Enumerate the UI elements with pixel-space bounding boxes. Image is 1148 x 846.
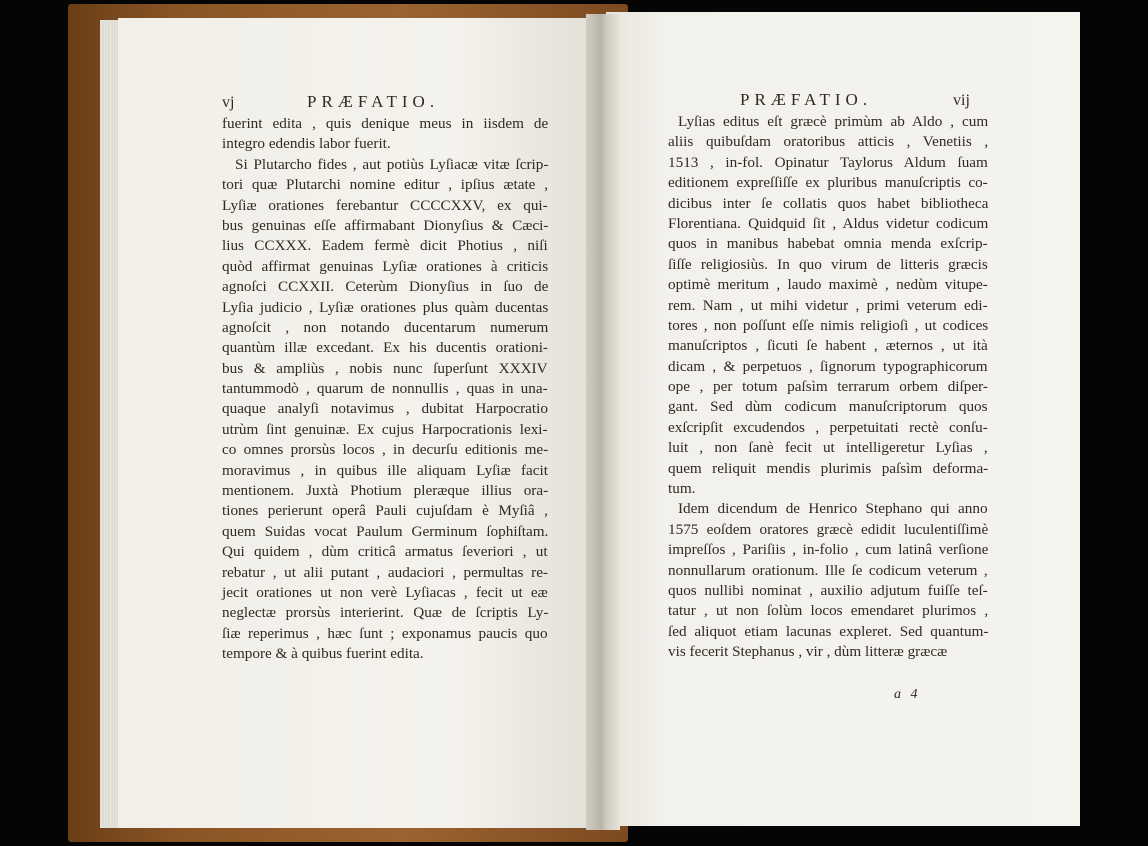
- text-line: rem. Nam , ut mihi videtur , primi veterum edi-: [668, 296, 988, 314]
- text-line: mentionem. Juxtà Photium pleræque illius ora-: [222, 482, 549, 500]
- text-line: tori quæ Plutarchi nomine editur , ipſius ætate ,: [222, 176, 548, 194]
- left-page-header: PRÆFATIO.: [307, 92, 440, 111]
- book-gutter: [586, 14, 620, 830]
- text-line: lius CCXXX. Eadem fermè dicit Photius , niſi: [222, 237, 548, 255]
- text-line: Si Plutarcho fides , aut potiùs Lyſiacæ vitæ ſcrip-: [235, 155, 549, 173]
- text-line: ſiſſe religiosiùs. In quo virum de litteris græcis: [668, 255, 988, 273]
- left-page-number: vj: [222, 94, 235, 111]
- text-line: manuſcriptos , ſicuti ſe habent , æternos , ut ità: [668, 337, 988, 355]
- text-line: quem Suidas vocat Paulum Germinum ſophiſtam.: [222, 522, 549, 540]
- text-line: Florentiana. Quidquid ſit , Aldus videtur codicum: [668, 214, 989, 232]
- text-line: ſiæ reperimus , hæc ſunt ; exponamus paucis quo: [222, 624, 548, 642]
- text-line: optimè meritum , laudo maximè , nedùm vitupe-: [668, 276, 988, 294]
- text-line: editionem expreſſiſſe ex pluribus manuſcriptis co-: [668, 174, 988, 192]
- text-line: tempore & à quibus fuerint edita.: [222, 645, 424, 663]
- text-line: dicam , & perpetuos , ſignorum typographicorum: [668, 357, 988, 375]
- text-line: rebatur , ut alii putant , audaciori , permultas re-: [222, 563, 548, 581]
- text-line: quos nullibi nominat , auxilio adjutum fuiſſe teſ-: [668, 581, 988, 599]
- text-line: tatur , ut non ſolùm locos emendaret plurimos ,: [668, 602, 989, 620]
- text-line: nonnullarum orationum. Ille ſe codicum veterum ,: [668, 561, 988, 579]
- text-line: moravimus , in quibus ille aliquam Lyſiæ facit: [222, 461, 548, 479]
- text-line: bus & ampliùs , nobis nunc ſuperſunt XXXIV: [222, 359, 548, 377]
- page-edges: [100, 20, 120, 828]
- text-line: jecit orationes ut non verè Lyſiacas , fecit ut eæ: [222, 583, 548, 601]
- text-line: integro edendis labor fuerit.: [222, 135, 391, 153]
- text-line: quantùm illæ excedant. Ex his ducentis orationi-: [222, 339, 548, 357]
- text-line: quòd affirmat genuinas Lyſiæ orationes à criticis: [222, 257, 549, 275]
- text-line: neglectæ prorsùs interierint. Quæ de ſcriptis Ly-: [222, 604, 549, 622]
- text-line: aliis quibuſdam oratoribus atticis , Venetiis ,: [668, 133, 989, 151]
- right-page-body: [668, 112, 988, 663]
- text-line: Lyſias editus eſt græcè primùm ab Aldo , cum: [678, 113, 989, 130]
- text-line: tum.: [668, 480, 696, 498]
- text-line: agnoſci CCXXII. Ceterùm Dionyſius in ſuo de: [222, 278, 549, 296]
- text-line: ſed aliquot etiam lacunas expleret. Sed quantum-: [668, 622, 989, 640]
- text-line: fuerint edita , quis denique meus in iisdem de: [222, 115, 549, 132]
- text-line: ope , per totum paſsìm terrarum orbem diſper-: [668, 378, 988, 396]
- right-page-header: PRÆFATIO.: [740, 90, 873, 109]
- text-line: luit , non ſanè fecit ut intelligeretur Lyſias ,: [668, 439, 988, 457]
- text-line: Lyſiæ orationes ferebantur CCCCXXV, ex qui-: [222, 196, 548, 214]
- text-line: vis fecerit Stephanus , vir , dùm litteræ græcæ: [668, 643, 948, 661]
- text-line: dicibus inter ſe collatis quos habet bibliotheca: [668, 194, 989, 212]
- text-line: tiones perierunt operâ Pauli cujuſdam è Myſiâ ,: [222, 502, 548, 520]
- text-line: gant. Sed dùm codicum manuſcriptorum quos: [668, 398, 988, 416]
- text-line: bus genuinas eſſe affirmabant Dionyſius & Cæci-: [222, 216, 549, 234]
- text-line: 1575 eoſdem oratores græcè edidit luculentiſſimè: [668, 520, 989, 538]
- left-page-body: [222, 114, 548, 665]
- text-line: Idem dicendum de Henrico Stephano qui anno: [678, 500, 988, 518]
- right-page-number: vij: [953, 92, 970, 109]
- text-line: co omnes prorsùs locos , in decurſu editionis me-: [222, 441, 549, 459]
- text-line: Qui quidem , dùm criticâ armatus ſeveriori , ut: [222, 543, 548, 561]
- text-line: impreſſos , Pariſiis , in-folio , cum latinâ verſione: [668, 541, 989, 559]
- text-line: tantummodò , quarum de nonnullis , quas in una-: [222, 380, 548, 398]
- text-line: utrùm ſint genuinæ. Ex cujus Harpocrationis lexi-: [222, 420, 548, 438]
- text-line: Lyſia judicio , Lyſiæ orationes plus quàm ducentas: [222, 298, 549, 316]
- text-line: quem reliquit mendis plurimis paſsìm deforma-: [668, 459, 989, 477]
- text-line: exſcripſit excudendos , perpetuitati rectè conſu-: [668, 418, 988, 436]
- text-line: tores , non poſſunt eſſe nimis religioſi , ut codices: [668, 316, 989, 334]
- text-line: quos in manibus habebat omnia menda exſcrip-: [668, 235, 988, 253]
- signature-mark: a 4: [894, 687, 921, 702]
- text-line: 1513 , in-fol. Opinatur Taylorus Aldum ſuam: [668, 153, 988, 171]
- text-line: quaque analyſi notavimus , dubitat Harpocratio: [222, 400, 548, 418]
- text-line: agnoſcit , non notando ducentarum numerum: [222, 318, 549, 336]
